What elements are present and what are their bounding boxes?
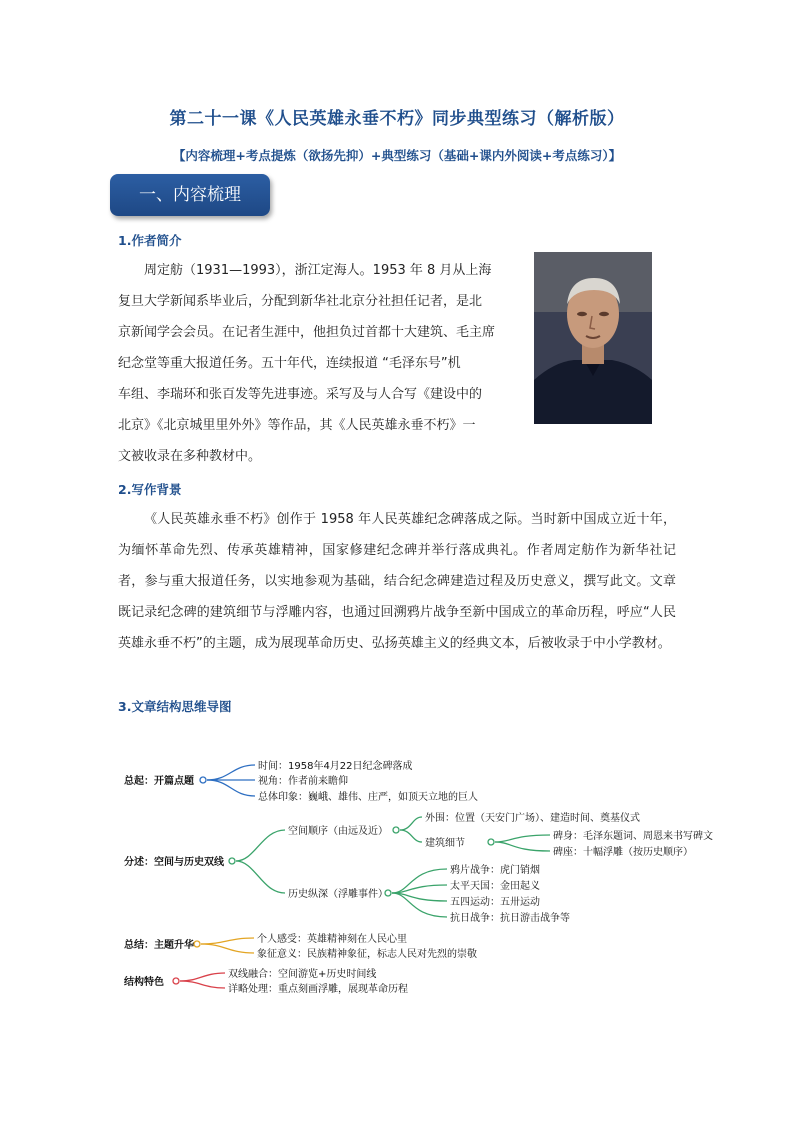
mindmap-branch-features: [180, 973, 225, 988]
author-heading: 1.作者简介: [118, 233, 182, 248]
mindmap-node: 历史纵深（浮雕事件）: [288, 889, 388, 900]
author-line: 车组、李瑞环和张百发等先进事迹。采写及与人合写《建设中的: [118, 387, 483, 402]
mindmap-node: 总体印象：巍峨、雄伟、庄严，如顶天立地的巨人: [258, 792, 478, 803]
page-subtitle: 【内容梳理+考点提炼（欲扬先抑）+典型练习（基础+课内外阅读+考点练习）】: [172, 148, 622, 163]
background-text: [118, 504, 676, 659]
structure-heading: 3.文章结构思维导图: [118, 699, 232, 714]
section-badge: 一、内容梳理: [110, 174, 270, 216]
mindmap-node: 碑身：毛泽东题词、周恩来书写碑文: [553, 831, 713, 842]
author-line: 周定舫（1931—1993），浙江定海人。1953 年 8 月从上海: [144, 263, 492, 278]
page-title: 第二十一课《人民英雄永垂不朽》同步典型练习（解析版）: [169, 109, 625, 129]
background-heading: 2.写作背景: [118, 482, 182, 497]
mindmap-node: 鸦片战争：虎门销烟: [450, 865, 540, 876]
mindmap-root: 结构特色: [124, 977, 164, 988]
mindmap-node: 时间：1958年4月22日纪念碑落成: [258, 761, 413, 772]
mindmap-node: 碑座：十幅浮雕（按历史顺序）: [553, 847, 693, 858]
author-line: 北京》《北京城里里外外》等作品，其《人民英雄永垂不朽》一: [118, 418, 476, 433]
author-line: 文被收录在多种教材中。: [118, 449, 262, 464]
mindmap-node: 空间顺序（由远及近）: [288, 826, 388, 837]
mindmap-branch-summary: [201, 938, 254, 953]
background-paragraph: 《人民英雄永垂不朽》创作于 1958 年人民英雄纪念碑落成之际。当时新中国成立近十年，为缅怀革命先烈、传承英雄精神，国家修建纪念碑并举行落成典礼。作者周定舫作为新华社记者，参与重大报道任务，以实地参观为基础，结合纪念碑建造过程及历史意义，撰写此文。文章既记录纪念碑的建筑细节与浮雕内容，也通过回溯鸦片战争至新中国成立的革命历程，呼应“人民英雄永垂不朽”的主题，成为展现革命历史、弘扬英雄主义的经典文本，后被收录于中小学教材。: [118, 512, 676, 651]
author-line: 京新闻学会会员。在记者生涯中，他担负过首都十大建筑、毛主席: [118, 325, 496, 340]
mindmap-node: 五四运动：五卅运动: [450, 897, 540, 908]
mindmap-node: 双线融合：空间游览+历史时间线: [228, 969, 377, 980]
mind-map: [0, 720, 794, 1020]
author-line: 纪念堂等重大报道任务。五十年代，连续报道 “毛泽东号”机: [118, 356, 461, 371]
author-photo: [534, 252, 652, 424]
mindmap-root: 总结：主题升华: [124, 940, 194, 951]
author-intro: [118, 255, 518, 472]
mindmap-node: 抗日战争：抗日游击战争等: [450, 913, 570, 924]
mindmap-root: 总起：开篇点题: [124, 776, 194, 787]
mindmap-node: 建筑细节: [425, 838, 465, 849]
mindmap-node: 详略处理：重点刻画浮雕，展现革命历程: [228, 984, 408, 995]
mindmap-node: 外围：位置（天安门广场）、建造时间、奠基仪式: [425, 813, 640, 824]
mindmap-node: 个人感受：英雄精神刻在人民心里: [257, 934, 407, 945]
mindmap-node: 太平天国：金田起义: [450, 881, 540, 892]
mindmap-root: 分述：空间与历史双线: [124, 857, 224, 868]
mindmap-branch-intro: [207, 765, 255, 796]
mindmap-node: 象征意义：民族精神象征，标志人民对先烈的崇敬: [257, 949, 477, 960]
author-line: 复旦大学新闻系毕业后，分配到新华社北京分社担任记者，是北: [118, 294, 483, 309]
mindmap-node: 视角：作者前来瞻仰: [258, 776, 348, 787]
